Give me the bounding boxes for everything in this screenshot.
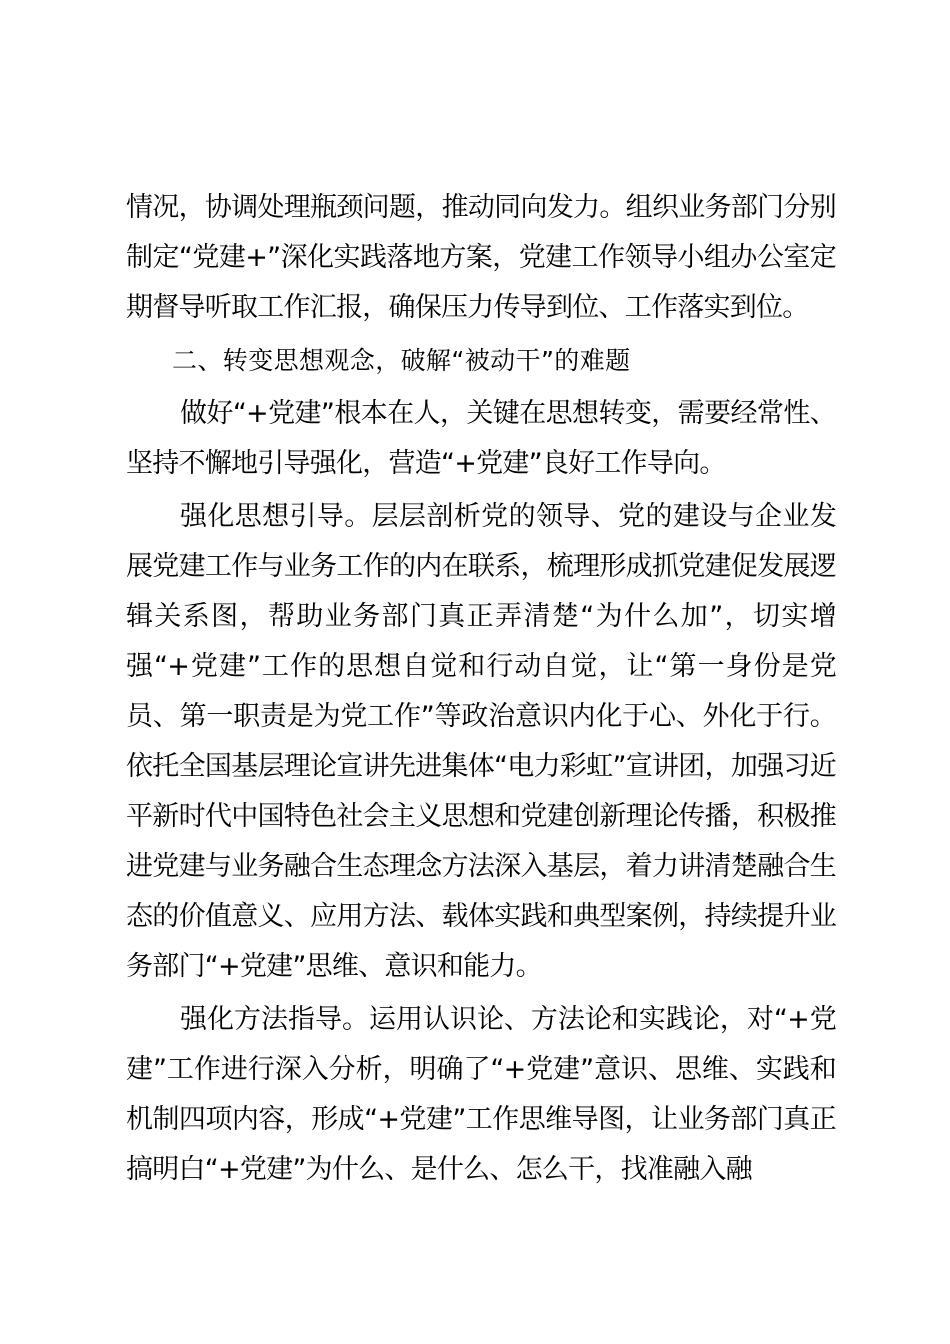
document-page xyxy=(126,183,836,1198)
paragraph-method-guidance: 强化方法指导。运用认识论、方法论和实践论，对“+党建”工作进行深入分析，明确了“+党建”意识、思维、实践和机制四项内容，形成“+党建”工作思维导图，让业务部门真正搞明白“+党建”为什么、是什么、怎么干，找准融入融 xyxy=(126,1004,836,1185)
paragraph-thought-guidance: 强化思想引导。层层剖析党的领导、党的建设与企业发展党建工作与业务工作的内在联系，梳理形成抓党建促发展逻辑关系图，帮助业务部门真正弄清楚“为什么加”，切实增强“+党建”工作的思想自觉和行动自觉，让“第一身份是党员、第一职责是为党工作”等政治意识内化于心、外化于行。依托全国基层理论宣讲先进集体“电力彩虹”宣讲团，加强习近平新时代中国特色社会主义思想和党建创新理论传播，积极推进党建与业务融合生态理念方法深入基层，着力讲清楚融合生态的价值意义、应用方法、载体实践和典型案例，持续提升业务部门“+党建”思维、意识和能力。 xyxy=(126,501,836,982)
section-heading: 二、转变思想观念，破解“被动干”的难题 xyxy=(172,346,631,375)
paragraph-intro: 做好“+党建”根本在人，关键在思想转变，需要经常性、坚持不懈地引导强化，营造“+党建”良好工作导向。 xyxy=(126,398,836,479)
paragraph-continuation: 情况，协调处理瓶颈问题，推动同向发力。组织业务部门分别制定“党建+”深化实践落地方案，党建工作领导小组办公室定期督导听取工作汇报，确保压力传导到位、工作落实到位。 xyxy=(126,192,836,323)
